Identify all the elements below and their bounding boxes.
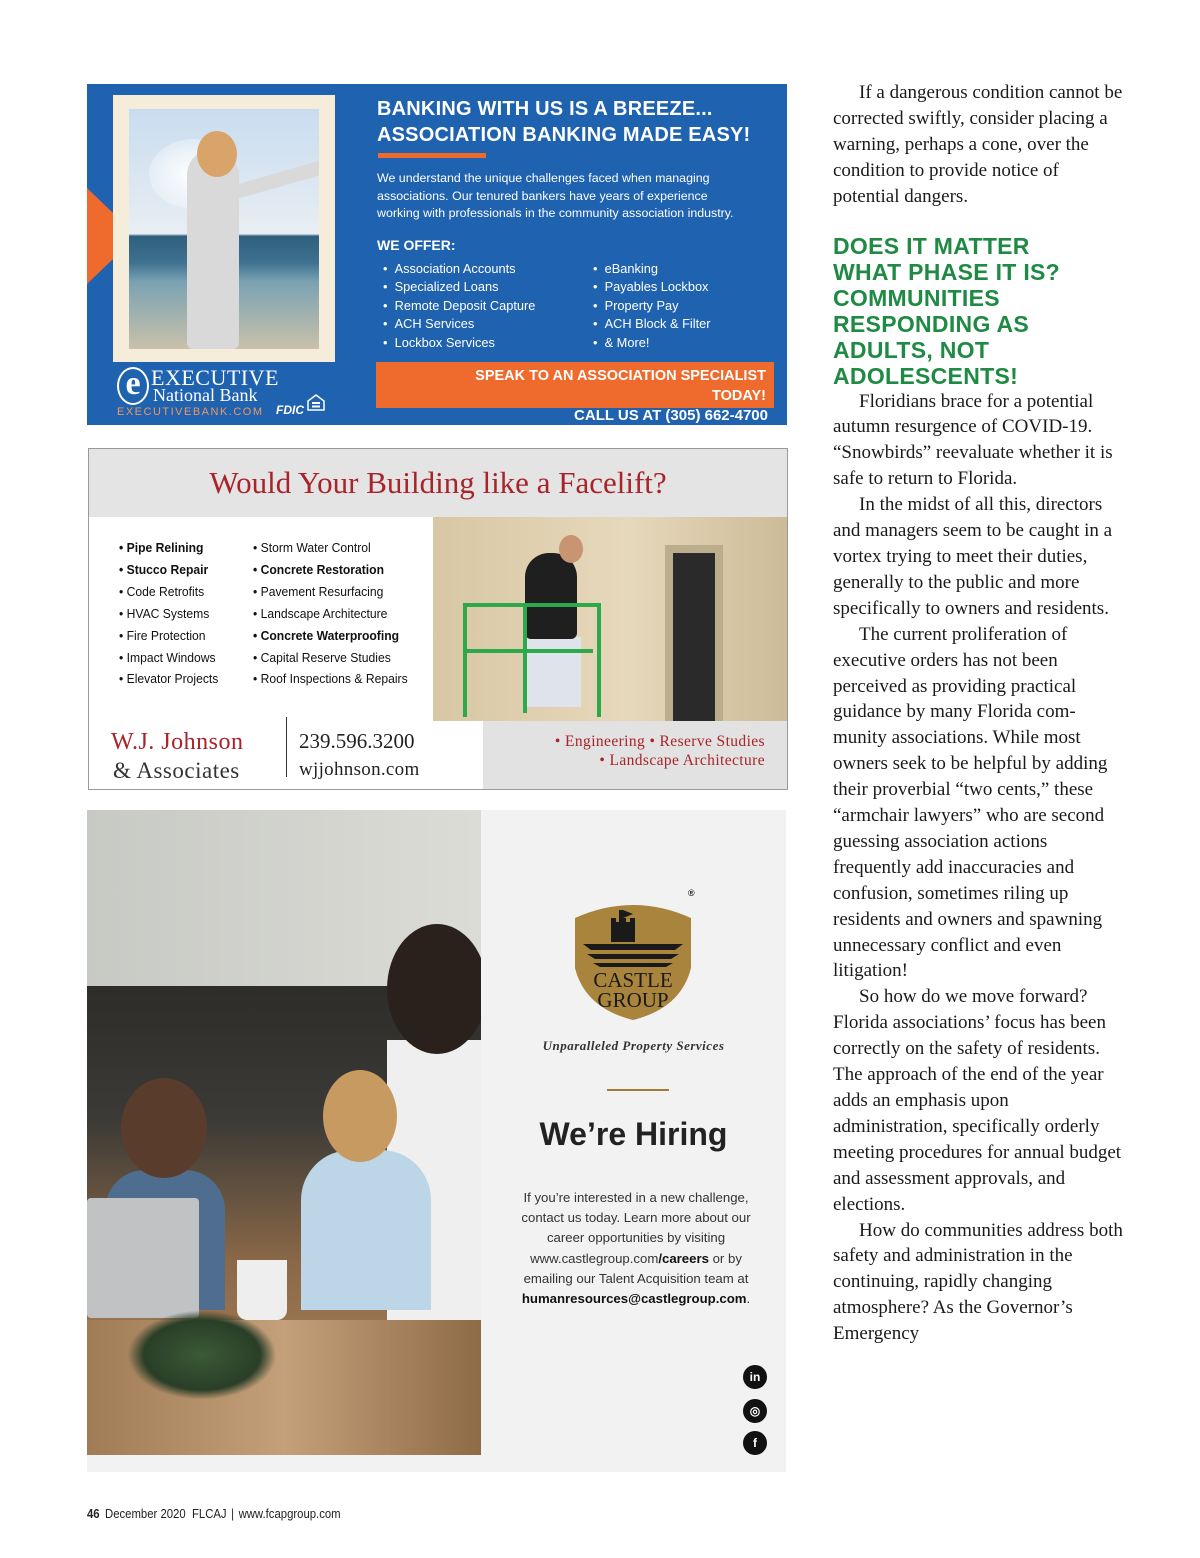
cta-line-1: SPEAK TO AN ASSOCIATION SPECIALIST (475, 368, 766, 384)
wj-logo-line-1: W.J. Johnson (111, 729, 244, 755)
offer-item: • eBanking (593, 260, 711, 278)
intro-line-2: associations. Our tenured bankers have years of experience (377, 188, 708, 203)
offer-item: • ACH Services (383, 315, 535, 333)
services-list-left (119, 537, 218, 690)
body-line-4-suffix: or by (708, 1250, 742, 1266)
service-item: • Pipe Relining (119, 537, 218, 559)
logo-divider (286, 717, 287, 777)
bank-name-line-2: National Bank (153, 385, 258, 405)
subheading-line: DOES IT MATTER (833, 232, 1030, 259)
wj-specialties-line-1: • Engineering • Reserve Studies (554, 733, 765, 750)
article-paragraph: So how do we move forward? Florida associations’ focus has been correctly on the safety of residents. The approach of the end of the year adds an emphasis upon administration, specifically orderly meeting procedures for annual budget and assessment approvals, and elections. (833, 986, 1122, 1215)
worker-on-lift-photo (433, 517, 787, 721)
service-item: • Fire Protection (119, 625, 218, 647)
intro-line-1: We understand the unique challenges faced when managing (377, 171, 710, 185)
body-line-1: If you’re interested in a new challenge, (523, 1190, 749, 1205)
equal-housing-lender-icon (307, 393, 325, 411)
castle-tagline: Unparalleled Property Services (542, 1038, 725, 1053)
castle-logo-line-1: CASTLE (593, 968, 673, 992)
service-item: • Roof Inspections & Repairs (253, 668, 408, 690)
body-line-2: contact us today. Learn more about our (521, 1210, 751, 1226)
bank-url[interactable]: EXECUTIVEBANK.COM (117, 406, 264, 418)
castle-group-ad[interactable] (87, 810, 786, 1472)
cta-line-2: TODAY! (712, 388, 766, 404)
wj-johnson-ad[interactable] (88, 448, 788, 790)
offer-item: • ACH Block & Filter (593, 315, 711, 333)
publication-name: FLCAJ (191, 1507, 227, 1521)
careers-url-prefix: www.castlegroup.com (530, 1250, 659, 1266)
hr-email-link[interactable]: humanresources@castlegroup.com (521, 1291, 747, 1307)
issue-date: December 2020 (105, 1507, 186, 1521)
facebook-icon[interactable]: f (743, 1431, 767, 1455)
service-item: • Capital Reserve Studies (253, 647, 408, 669)
castle-group-crest-logo (571, 896, 695, 1022)
offer-item: • Lockbox Services (383, 334, 535, 352)
executive-bank-ad[interactable] (87, 84, 787, 425)
offers-list-left (383, 260, 535, 352)
offer-item: • Property Pay (593, 297, 711, 315)
bank-intro (377, 170, 787, 223)
offer-item: • Payables Lockbox (593, 278, 711, 296)
wj-phone[interactable]: 239.596.3200 (299, 729, 415, 753)
fdic-badge: FDIC (276, 403, 304, 417)
article-paragraph: Floridians brace for a potential autumn resurgence of COVID-19. “Snowbirds” reevaluate whether it is safe to return to Florida. (833, 390, 1113, 490)
article-paragraph: How do communities address both safety and administration in the continuing, rapidly changing atmosphere? As the Governor’s Emergency (833, 1219, 1123, 1345)
service-item: • Elevator Projects (119, 668, 218, 690)
article-subheading (833, 233, 1123, 389)
body-period: . (746, 1291, 751, 1307)
service-item: • Landscape Architecture (253, 603, 408, 625)
wj-specialties-line-2: • Landscape Architecture (599, 752, 765, 769)
offer-heading: WE OFFER: (377, 237, 456, 253)
careers-url-path: /careers (658, 1250, 709, 1266)
wj-logo-line-2: & Associates (113, 758, 240, 783)
service-item: • Code Retrofits (119, 581, 218, 603)
instagram-icon[interactable]: ◎ (743, 1399, 767, 1423)
service-item: • Storm Water Control (253, 537, 408, 559)
service-item: • Impact Windows (119, 647, 218, 669)
linkedin-icon[interactable]: in (743, 1365, 767, 1389)
registered-mark: ® (688, 888, 695, 898)
footer-website[interactable]: www.fcapgroup.com (238, 1507, 341, 1521)
intro-line-3: working with professionals in the community association industry. (377, 206, 734, 220)
service-item: • Stucco Repair (119, 559, 218, 581)
headline-divider (378, 153, 486, 158)
offers-list-right (593, 260, 711, 352)
call-us-phone[interactable]: CALL US AT (305) 662-4700 (574, 407, 768, 424)
service-item: • Concrete Waterproofing (253, 625, 408, 647)
castle-logo-line-2: GROUP (597, 988, 669, 1012)
hiring-headline: We’re Hiring (539, 1116, 728, 1152)
article-paragraph: If a dangerous condition cannot be corrected swiftly, consider placing a warning, perhaps a cone, over the condition to provide notice of potential dangers. (833, 82, 1123, 207)
bank-name-line-1: EXECUTIVE (151, 365, 279, 390)
bank-headline (377, 96, 777, 148)
headline-line-2: ASSOCIATION BANKING MADE EASY! (377, 124, 751, 146)
wj-title: Would Your Building like a Facelift? (209, 465, 667, 500)
page-number: 46 (87, 1507, 100, 1521)
subheading-line: ADULTS, NOT (833, 336, 990, 363)
subheading-line: ADOLESCENTS! (833, 362, 1019, 389)
services-list-right (253, 537, 408, 690)
wj-header (89, 449, 787, 517)
service-item: • HVAC Systems (119, 603, 218, 625)
gold-divider (607, 1089, 669, 1091)
body-line-5: emailing our Talent Acquisition team at (523, 1270, 749, 1286)
footer-separator: | (231, 1507, 235, 1521)
offer-item: • Remote Deposit Capture (383, 297, 535, 315)
bank-e-logo-icon: e (117, 367, 149, 405)
offer-item: • Association Accounts (383, 260, 535, 278)
photo-frame (113, 95, 335, 362)
subheading-line: COMMUNITIES (833, 284, 1000, 311)
service-item: • Pavement Resurfacing (253, 581, 408, 603)
careers-link[interactable] (530, 1251, 709, 1266)
woman-at-beach-photo (129, 109, 319, 349)
executive-bank-logo (115, 365, 345, 421)
article-paragraph: The current proliferation of executive orders has not been perceived as providing practical guidance by many Florida community associations. While most owners seek to be helpful by adding their proverbial “two cents,” these “armchair lawyers” who are second guessing association actions frequently add inaccuracies and confusion, sometimes riling up residents and owners and spawning unnecessary conflict and even litigation! (833, 623, 1108, 982)
offer-item: • Specialized Loans (383, 278, 535, 296)
headline-line-1: BANKING WITH US IS A BREEZE... (377, 98, 713, 120)
hiring-body (501, 1188, 771, 1309)
subheading-line: RESPONDING AS (833, 310, 1030, 337)
article-paragraph: In the midst of all this, directors and managers seem to be caught in a vortex trying to meet their duties, generally to the public and more specifically to owners and residents. (833, 494, 1113, 619)
body-line-3: career opportunities by visiting (546, 1230, 726, 1246)
team-meeting-photo (87, 810, 481, 1455)
service-item: • Concrete Restoration (253, 559, 408, 581)
speak-to-specialist-button[interactable] (376, 362, 774, 408)
page-footer (87, 1507, 341, 1521)
article-column (833, 80, 1123, 1347)
offer-item: • & More! (593, 334, 711, 352)
wj-website[interactable]: wjjohnson.com (299, 759, 420, 780)
subheading-line: WHAT PHASE IT IS? (833, 258, 1061, 285)
